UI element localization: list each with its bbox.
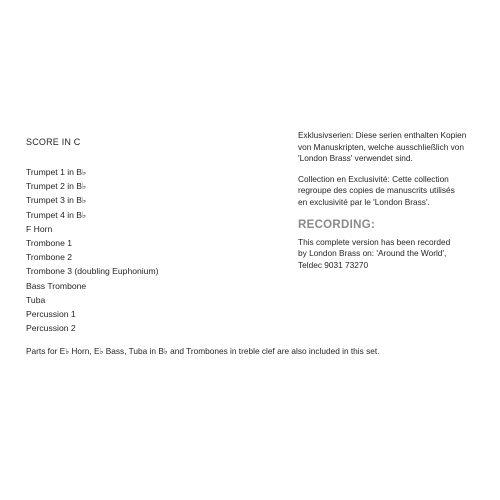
part-item: Trombone 3 (doubling Euphonium) bbox=[26, 266, 159, 277]
recording-heading: RECORDING: bbox=[298, 218, 376, 231]
recording-paragraph bbox=[298, 237, 498, 272]
part-item: Bass Trombone bbox=[26, 280, 87, 291]
part-item: Percussion 2 bbox=[26, 323, 76, 334]
score-section bbox=[26, 136, 266, 335]
part-item: Trumpet 2 in B♭ bbox=[26, 181, 87, 192]
part-item: Tuba bbox=[26, 294, 46, 305]
part-item: Trumpet 1 in B♭ bbox=[26, 167, 87, 177]
parts-list bbox=[26, 165, 266, 335]
collection-line: Collection en Exclusivité: Cette collection bbox=[298, 173, 449, 184]
part-item: F Horn bbox=[26, 223, 53, 234]
collection-line: regroupe des copies de manuscrits utilisés bbox=[298, 185, 455, 196]
exklusiv-line: 'London Brass' verwendet sind. bbox=[298, 153, 413, 164]
part-item: Trumpet 4 in B♭ bbox=[26, 209, 87, 220]
collection-paragraph bbox=[298, 174, 498, 209]
exklusiv-line: von Manuskripten, welche ausschließlich von bbox=[298, 141, 465, 152]
recording-line: Teldec 9031 73270 bbox=[298, 259, 369, 270]
collection-line: en exclusivité par le 'London Brass'. bbox=[298, 196, 430, 207]
exklusiv-line: Exklusivserien: Diese serien enthalten Kopien bbox=[298, 130, 467, 140]
exklusiv-paragraph bbox=[298, 130, 498, 165]
recording-line: by London Brass on: 'Around the World', bbox=[298, 248, 447, 259]
part-item: Percussion 1 bbox=[26, 309, 76, 320]
part-item: Trombone 2 bbox=[26, 252, 73, 263]
part-item: Trombone 1 bbox=[26, 238, 73, 249]
score-title: SCORE IN C bbox=[26, 137, 81, 147]
parts-footer-note: Parts for E♭ Horn, E♭ Bass, Tuba in B♭ and Trombones in treble clef are also included in this set. bbox=[26, 346, 380, 356]
info-section bbox=[298, 130, 498, 280]
recording-line: This complete version has been recorded bbox=[298, 236, 451, 247]
part-item: Trumpet 3 in B♭ bbox=[26, 195, 87, 206]
